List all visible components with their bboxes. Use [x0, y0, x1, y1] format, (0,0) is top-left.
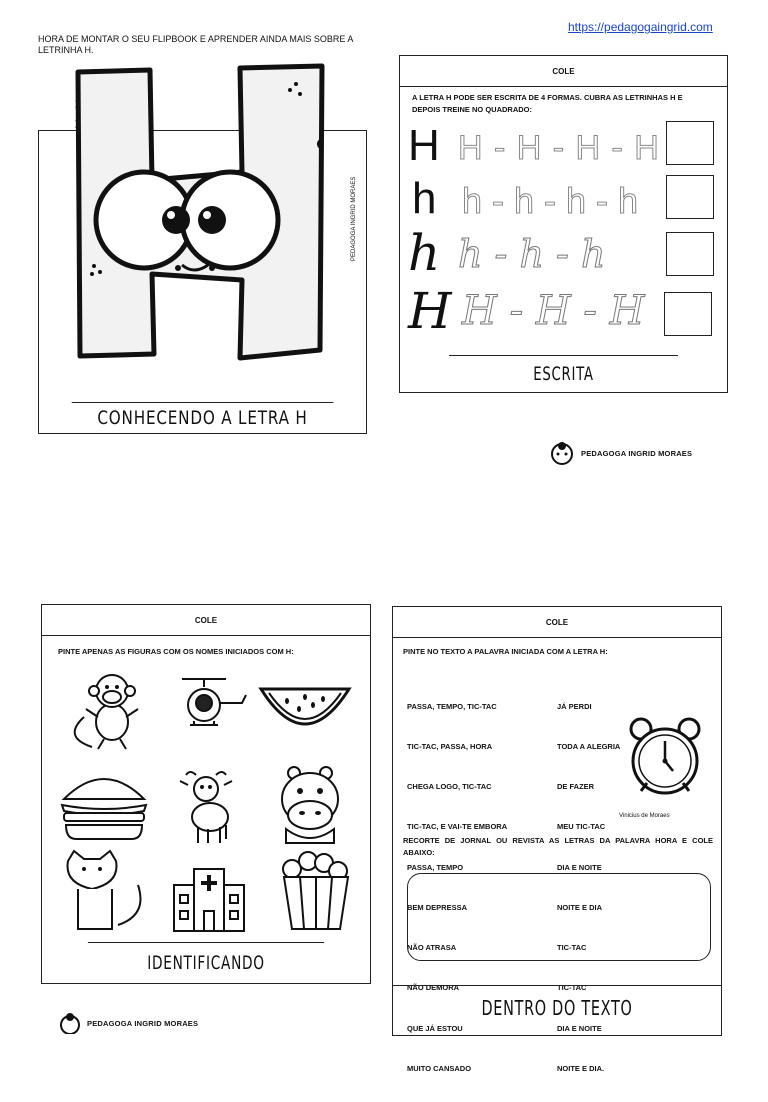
brand-name: PEDAGOGA INGRID MORAES [581, 448, 693, 458]
poem-line: MUITO CANSADO [407, 1063, 472, 1073]
hamburger-icon[interactable] [56, 765, 151, 850]
model-letter: H [408, 121, 440, 170]
trace-letters: H - H - H [462, 288, 645, 334]
poem-line: TIC-TAC, E VAI-TE EMBORA [407, 822, 508, 832]
cat-icon[interactable] [58, 849, 153, 934]
panel-dentro-title: DENTRO DO TEXTO [481, 996, 633, 1020]
escrita-instruction: A LETRA H PODE SER ESCRITA DE 4 FORMAS. CUBRA AS LETRINHAS H E DEPOIS TREINE NO QUADRADO: [412, 93, 683, 114]
practice-box-3[interactable] [666, 232, 714, 276]
popcorn-icon[interactable] [268, 849, 363, 934]
poem-line: NOITE E DIA [557, 902, 603, 912]
hospital-icon[interactable] [164, 855, 259, 940]
practice-box-4[interactable] [664, 292, 712, 336]
trace-letters: h - h - h - h [462, 180, 639, 221]
model-letter: h [408, 224, 441, 282]
intro-text: HORA DE MONTAR O SEU FLIPBOOK E APRENDER AINDA MAIS SOBRE A LETRINHA H. [38, 34, 353, 55]
letter-h-character-illustration [64, 60, 334, 370]
recorte-instruction: RECORTE DE JORNAL OU REVISTA AS LETRAS DA PALAVRA HORA E COLE ABAIXO: [403, 836, 713, 857]
watermelon-icon[interactable] [257, 675, 352, 760]
dentro-instruction: PINTE NO TEXTO A PALAVRA INICIADA COM A LETRA H: [403, 647, 608, 656]
monkey-icon[interactable] [62, 667, 157, 752]
poem-line: BEM DEPRESSA [407, 902, 468, 912]
poem-line: DIA E NOITE [557, 1023, 602, 1033]
panel-dentro-do-texto [392, 606, 722, 1073]
cole-label: COLE [393, 607, 721, 638]
panel-escrita-title: ESCRITA [449, 355, 678, 392]
hippo-icon[interactable] [264, 765, 359, 850]
goat-icon[interactable] [162, 765, 257, 850]
panel-escrita [399, 55, 728, 393]
poem-line: PASSA, TEMPO [407, 862, 464, 872]
poem-line: CHEGA LOGO, TIC-TAC [407, 782, 492, 792]
poem-line: NÃO ATRASA [407, 943, 457, 953]
model-letter: H [408, 282, 452, 340]
side-credit: PEDAGOGA INGRID MORAES [351, 176, 357, 261]
panel-identificando-title: IDENTIFICANDO [88, 942, 324, 983]
poem-line: NOITE E DIA. [557, 1063, 605, 1073]
practice-box-1[interactable] [666, 121, 714, 165]
brand-avatar-icon [56, 1012, 84, 1034]
trace-letters: h - h - h [458, 232, 606, 276]
panel-identificando [41, 604, 371, 984]
trace-letters: H - H - H - H [458, 129, 660, 167]
poem-line: DE FAZER [557, 782, 595, 792]
poem-line: NÃO DEMORA [407, 983, 460, 993]
poem-author: Vinicius de Moraes [619, 813, 670, 819]
site-url-link[interactable]: https://pedagogaingrid.com [568, 20, 713, 34]
poem-line: PASSA, TEMPO, TIC-TAC [407, 701, 497, 711]
poem-line: MEU TIC-TAC [557, 822, 606, 832]
dentro-title-band [393, 985, 721, 1042]
model-letter: h [412, 174, 437, 223]
practice-box-2[interactable] [666, 175, 714, 219]
brand-avatar-icon [546, 440, 578, 466]
brand-name: PEDAGOGA INGRID MORAES [87, 1018, 199, 1028]
helicopter-icon[interactable] [160, 671, 255, 756]
poem-line: TIC-TAC, PASSA, HORA [407, 742, 493, 752]
poem-line: TODA A ALEGRIA [557, 742, 621, 752]
poem-line: QUE JÁ ESTOU [407, 1023, 463, 1033]
brand-logo-top [546, 440, 692, 466]
alarm-clock-icon [627, 715, 703, 799]
panel-conhecendo-title: CONHECENDO A LETRA H [72, 402, 334, 433]
cole-label: COLE [400, 56, 727, 87]
poem-line: JÁ PERDI [557, 701, 592, 711]
cole-label: COLE [42, 605, 370, 636]
poem-line: TIC-TAC [557, 943, 587, 953]
poem-line: DIA E NOITE [557, 862, 602, 872]
poem-line: TIC-TAC [557, 983, 587, 993]
identificando-instruction: PINTE APENAS AS FIGURAS COM OS NOMES INICIADOS COM H: [58, 647, 294, 656]
paste-area[interactable] [407, 873, 711, 961]
brand-logo-bottom [56, 1012, 198, 1034]
